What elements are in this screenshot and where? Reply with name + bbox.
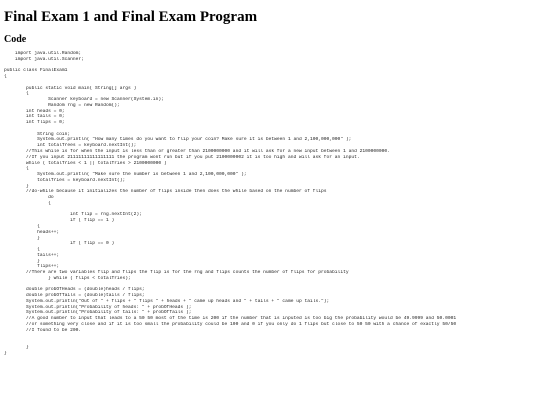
code-line: double probOfHeads = (double)heads / flips;	[4, 287, 145, 293]
code-line: {	[4, 74, 7, 80]
code-line: double probOfTails = (double)tails / flips;	[4, 293, 145, 299]
code-line: }	[4, 183, 29, 189]
code-line: int totalTrees = keyboard.nextInt();	[4, 143, 137, 149]
code-line: String coin;	[4, 131, 71, 137]
code-line: {	[4, 200, 51, 206]
code-line: heads++;	[4, 229, 60, 235]
code-line: Scanner keyboard = new Scanner(System.in);	[4, 97, 164, 103]
code-line: }	[4, 350, 7, 356]
code-line: }	[4, 258, 40, 264]
code-line: totalTries = keyboard.nextInt();	[4, 177, 126, 183]
code-line: {	[4, 91, 29, 97]
code-line: Random rng = new Random();	[4, 102, 120, 108]
code-line: {	[4, 247, 40, 253]
code-line: public static void main( String[] args )	[4, 85, 137, 91]
code-line: while ( totalTries < 1 || totalTries > 2100000000 )	[4, 160, 167, 166]
code-line: public class FinalExam1	[4, 68, 68, 74]
code-line: flips++;	[4, 264, 60, 270]
code-line: int flips = 0;	[4, 120, 65, 126]
code-line: }	[4, 345, 29, 351]
code-line: } while ( flips < totalTries);	[4, 275, 131, 281]
code-line: //This while is for when the input is less than or greater than 2100000000 and it will ask for a new input between 1 and 2100000000.	[4, 149, 390, 155]
code-line: {	[4, 223, 40, 229]
code-line: int tails = 0;	[4, 114, 65, 120]
code-line: //I found to be 200.	[4, 327, 82, 333]
section-heading: Code	[4, 34, 27, 45]
code-line: do	[4, 195, 54, 201]
code-line: //do-while because it initializes the number of flips inside then does the while based on the number of flips	[4, 189, 327, 195]
code-line: if ( flip == 1 )	[4, 218, 115, 224]
code-line: System.out.println( "How many times do you want to flip your coin? Make sure it is between 1 and 2,100,000,000" );	[4, 137, 352, 143]
code-line: tails++;	[4, 252, 60, 258]
code-line: System.out.println("Probability of heads: " + probOfHeads );	[4, 304, 192, 310]
code-line: int flip = rng.nextInt(2);	[4, 212, 142, 218]
code-line: if ( flip == 0 )	[4, 241, 115, 247]
page-title: Final Exam 1 and Final Exam Program	[4, 9, 258, 25]
code-line: System.out.println("Out of " + flips + " flips " + heads + " came up heads and " + tails + " came up tails.");	[4, 298, 330, 304]
code-line: {	[4, 166, 29, 172]
code-line: //or something very close and if it is too small the probability could be 100 and 0 if you only do 1 flips but close to 50 50 with a chance of exactly 50/50	[4, 321, 457, 327]
code-line: import java.util.Scanner;	[4, 56, 84, 62]
code-line: System.out.println( "Make sure the number is between 1 and 2,100,000,000" );	[4, 172, 247, 178]
code-line: System.out.println("Probability of tails: " + probOfTails );	[4, 310, 192, 316]
code-line: //A good number to input that leads to a 50 50 most of the time is 200 if the number that is inputed is too big the probability would be 49.9999 and 50.0001	[4, 316, 457, 322]
code-line: //If you input 21111111111111111 the program wont run but if you put 2100000002 it is too high and will ask for an input.	[4, 154, 360, 160]
code-block	[4, 51, 540, 357]
code-line: import java.util.Random;	[4, 51, 82, 56]
code-line: int heads = 0;	[4, 108, 65, 114]
code-line: //There are two variables flip and flips the flip is for the rng and flips counts the number of flips for probability	[4, 270, 349, 276]
code-line: }	[4, 235, 40, 241]
